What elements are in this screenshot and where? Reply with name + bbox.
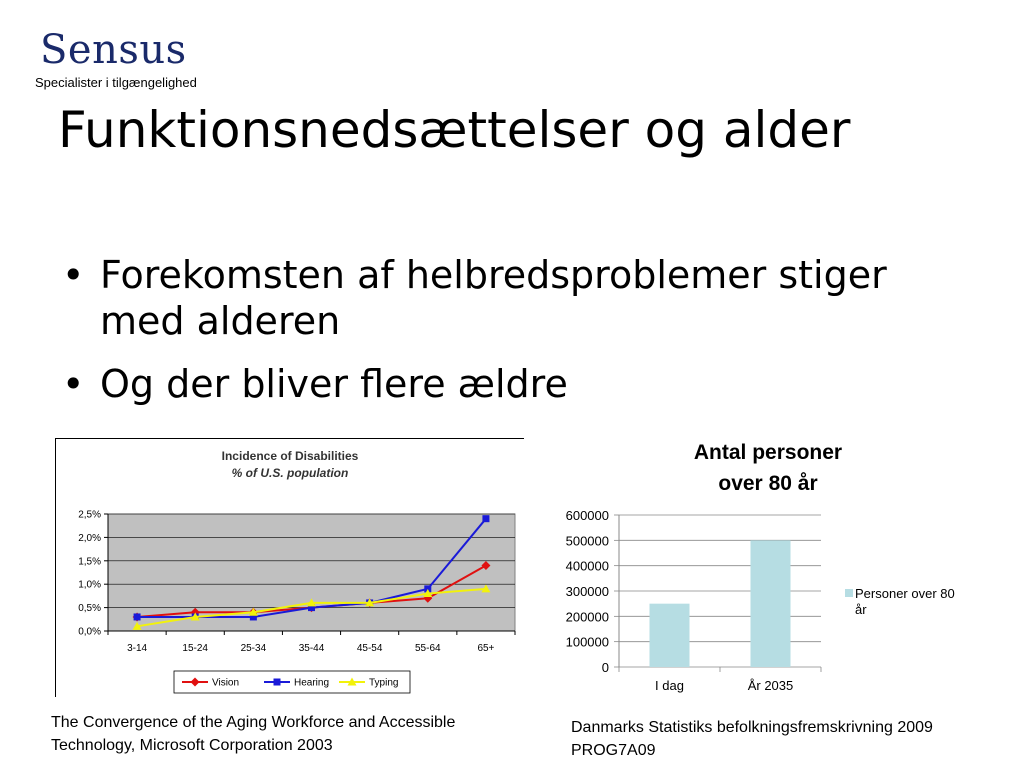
legend-label: Vision: [212, 677, 240, 689]
chart-title: Incidence of Disabilities: [221, 449, 359, 463]
legend-swatch: [845, 589, 853, 597]
y-tick-label: 2,5%: [78, 509, 101, 521]
y-tick-label: 400000: [565, 558, 609, 574]
bar-chart-container: [525, 432, 1015, 707]
x-tick-label: År 2035: [747, 678, 794, 693]
legend-label: år: [855, 602, 867, 617]
x-tick-label: 55-64: [414, 643, 441, 654]
bar: [650, 604, 690, 667]
bullet-list: [60, 252, 960, 424]
x-tick-label: 3-14: [127, 643, 148, 654]
bullet-text: Forekomsten af helbredsproblemer stiger med alderen: [100, 253, 887, 343]
data-point-hearing: [134, 613, 141, 620]
data-point-hearing: [482, 515, 489, 522]
x-tick-label: 15-24: [182, 643, 209, 654]
legend-label: Personer over 80: [855, 586, 955, 601]
y-tick-label: 0,0%: [78, 626, 101, 638]
x-tick-label: I dag: [655, 678, 684, 693]
logo-wordmark: Sensus: [40, 27, 187, 73]
x-tick-label: 35-44: [298, 643, 325, 654]
bullet-dot: •: [62, 362, 85, 406]
x-tick-label: 45-54: [356, 643, 383, 654]
bullet-item: [60, 361, 960, 407]
chart-title: over 80 år: [718, 472, 818, 495]
chart-title: Antal personer: [693, 441, 843, 464]
y-tick-label: 300000: [565, 584, 609, 599]
y-tick-label: 0: [601, 660, 609, 675]
line-chart-container: [55, 438, 524, 697]
legend-label: Typing: [369, 677, 399, 689]
bullet-dot: •: [62, 253, 85, 297]
legend-marker: [274, 679, 281, 686]
slide-title: Funktionsnedsættelser og alder: [58, 101, 851, 159]
source-note-right: Danmarks Statistiks befolkningsfremskrivning 2009 PROG7A09: [571, 719, 933, 759]
bullet-item: [60, 252, 960, 344]
legend-label: Hearing: [294, 677, 330, 689]
bullet-text: Og der bliver flere ældre: [100, 362, 568, 406]
y-tick-label: 2,0%: [78, 532, 101, 544]
x-tick-label: 25-34: [240, 643, 267, 654]
y-tick-label: 0,5%: [78, 603, 101, 615]
y-tick-label: 500000: [565, 533, 609, 549]
y-tick-label: 1,5%: [78, 556, 101, 568]
source-note-left: The Convergence of the Aging Workforce and Accessible Technology, Microsoft Corporation 2003: [51, 714, 456, 754]
y-tick-label: 200000: [565, 609, 609, 625]
y-tick-label: 600000: [565, 508, 609, 523]
y-tick-label: 100000: [565, 634, 609, 650]
bar: [751, 540, 791, 667]
chart-subtitle: % of U.S. population: [231, 466, 349, 480]
y-tick-label: 1,0%: [78, 579, 101, 591]
x-tick-label: 65+: [477, 643, 495, 654]
line-chart: [56, 439, 524, 697]
bar-chart: [525, 432, 1015, 707]
logo-tagline: Specialister i tilgængelighed: [35, 75, 197, 90]
